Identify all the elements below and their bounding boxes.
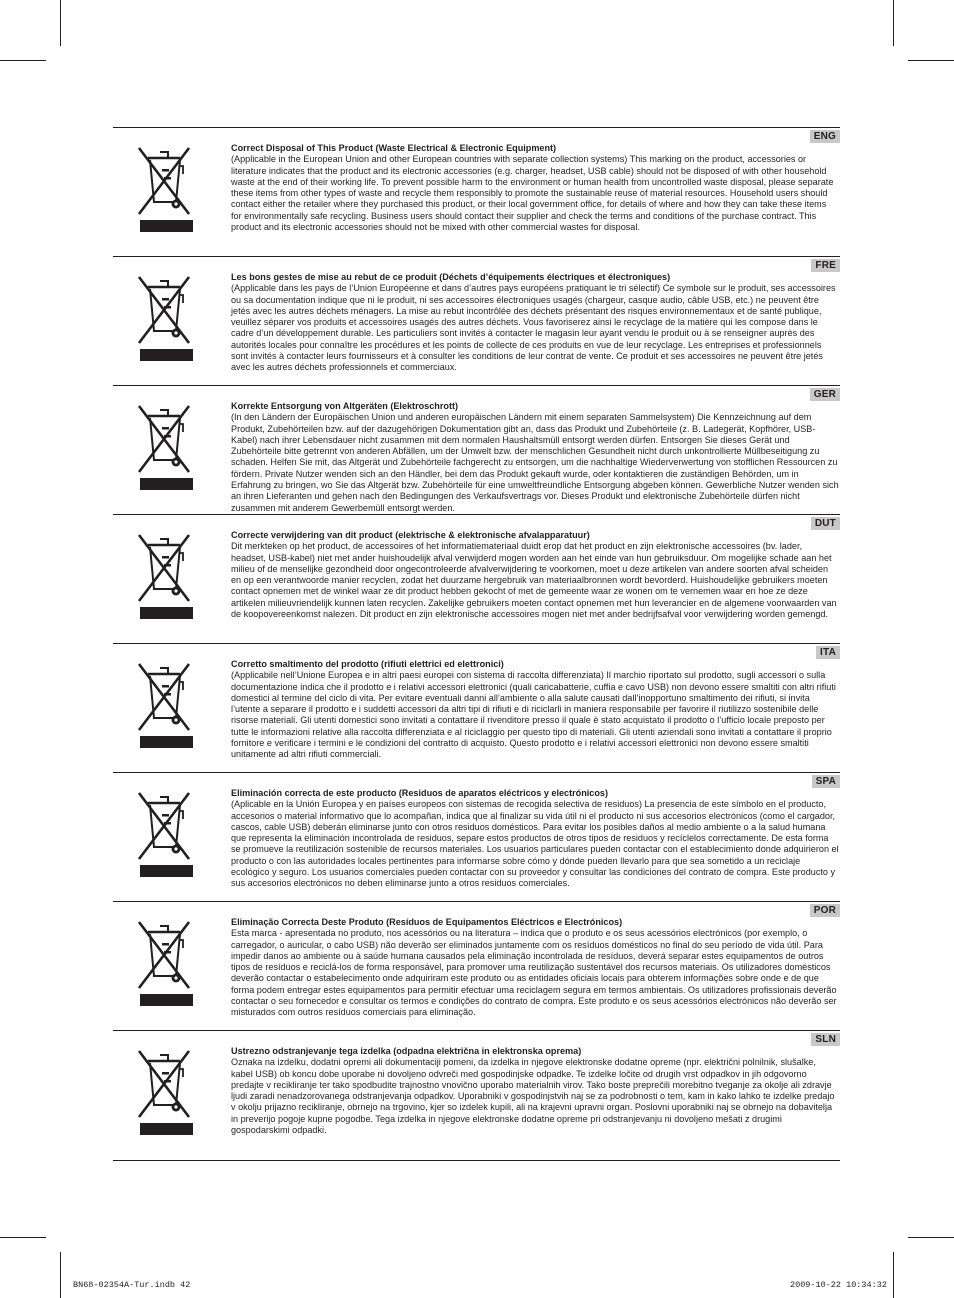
- disposal-section-sln: [113, 1030, 840, 1161]
- crossed-out-wheelie-bin-icon: [135, 269, 193, 359]
- section-title: Korrekte Entsorgung von Altgeräten (Elektroschrott): [231, 401, 459, 411]
- language-tag: GER: [810, 388, 840, 401]
- crossed-out-wheelie-bin-icon: [135, 785, 193, 875]
- crossed-out-wheelie-bin-icon: [135, 140, 193, 230]
- disposal-section-ita: [113, 643, 840, 772]
- section-body: Esta marca - apresentada no produto, nos acessórios ou na literatura – indica que o produto e os seus acessórios electrónicos (por exemplo, o carregador, o auricular, o cabo USB) não deverão ser eliminados juntamente com os resíduos domésticos no final do seu período de vida útil. Para impedir danos ao ambiente ou à saúde humana causados pela eliminação incontrolada de resíduos, deverá separar estes equipamentos de outros tipos de resíduos e reciclá-los de forma responsável, para promover uma reutilização sustentável dos recursos materiais. Os utilizadores domésticos deverão contactar o estabelecimento onde adquiriram este produto ou as entidades oficiais locais para obterem informações sobre onde e de que forma podem entregar estes equipamentos para permitir efectuar uma reciclagem segura em termos ambientais. Os utilizadores profissionais deverão contactar o seu fornecedor e consultar os termos e condições do contrato de compra. Este produto e os seus acessórios electrónicos não deverão ser misturados com outros resíduos comerciais para eliminação.: [231, 928, 837, 1018]
- language-tag: FRE: [811, 259, 840, 272]
- language-tag: SLN: [811, 1033, 840, 1046]
- section-body: (In den Ländern der Europäischen Union und anderen europäischen Ländern mit einem separaten Sammelsystem) Die Kennzeichnung auf dem Produkt, Zubehörteilen bzw. auf der dazugehörigen Dokumentation gibt an, dass das Produkt und Zubehörteile (z. B. Ladegerät, Kopfhörer, USB-Kabel) nach ihrer Lebensdauer nicht zusammen mit dem normalen Haushaltsmüll entsorgt werden dürfen. Entsorgen Sie dieses Gerät und Zubehörteile bitte getrennt von anderen Abfällen, um der Umwelt bzw. der menschlichen Gesundheit nicht durch unkontrollierte Müllbeseitigung zu schaden. Helfen Sie mit, das Altgerät und Zubehörteile fachgerecht zu entsorgen, um die nachhaltige Wiederverwertung von stofflichen Ressourcen zu fördern. Private Nutzer wenden sich an den Händler, bei dem das Produkt gekauft wurde, oder kontaktieren die zuständigen Behörden, um in Erfahrung zu bringen, wo Sie das Altgerät bzw. Zubehörteile für eine umweltfreundliche Entsorgung abgeben können. Gewerbliche Nutzer wenden sich an ihren Lieferanten und gehen nach den Bedingungen des Verkaufsvertrags vor. Dieses Produkt und elektronische Zubehörteile dürfen nicht zusammen mit anderem Gewerbemüll entsorgt werden.: [231, 412, 839, 513]
- crop-mark: [0, 60, 46, 61]
- crop-mark: [60, 0, 61, 46]
- language-tag: POR: [810, 904, 840, 917]
- weee-disposal-list: [113, 127, 840, 1161]
- section-body: (Applicable dans les pays de l’Union Européenne et dans d’autres pays européens pratiquant le tri sélectif) Ce symbole sur le produit, ses accessoires ou sa documentation indique que ni le produit, ni ses accessoires électroniques usagés (chargeur, casque audio, câble USB, etc.) ne peuvent être jetés avec les autres déchets ménagers. La mise au rebut incontrôlée des déchets présentant des risques environnementaux et de santé publique, veuillez séparer vos produits et accessoires usagés des autres déchets. Vous favoriserez ainsi le recyclage de la matière qui les compose dans le cadre d’un développement durable. Les particuliers sont invités à contacter le magasin leur ayant vendu le produit ou à se renseigner auprès des autorités locales pour connaître les procédures et les points de collecte de ces produits en vue de leur recyclage. Les entreprises et professionnels sont invités à contacter leurs fournisseurs et à consulter les conditions de leur contrat de vente. Ce produit et ses accessoires ne peuvent être jetés avec les autres déchets professionnels et commerciaux.: [231, 283, 836, 373]
- disposal-section-ger: [113, 385, 840, 514]
- footer-file-info: BN68-02354A-Tur.indb 42: [73, 1280, 191, 1290]
- section-text: [231, 659, 839, 761]
- crop-mark: [893, 0, 894, 46]
- section-text: [231, 917, 839, 1019]
- crossed-out-wheelie-bin-icon: [135, 914, 193, 1004]
- section-title: Correct Disposal of This Product (Waste Electrical & Electronic Equipment): [231, 143, 557, 153]
- language-tag: ITA: [816, 646, 840, 659]
- section-text: [231, 788, 839, 890]
- section-body: Oznaka na izdelku, dodatni opremi ali dokumentaciji pomeni, da izdelka in njegove elektronske dodatne opreme (npr. električni polnilnik, slušalke, kabel USB) ob koncu dobe uporabe ni dovoljeno odvreči med gospodinjske odpadke. Te izdelke ločite od drugih vrst odpadkov in jih odgovorno predajte v recikliranje ter tako spodbudite trajnostno vnovično uporabo materialnih virov. Tako boste preprečili morebitno tveganje za okolje ali zdravje ljudi zaradi nenadzorovanega odstranjevanja odpadkov. Uporabniki v gospodinjstvih naj se za podrobnosti o tem, kam in kako lahko te izdelke predajo v okolju prijazno recikliranje, obrnejo na trgovino, kjer so izdelek kupili, ali na krajevni upravni organ. Poslovni uporabniki naj se obrnejo na dobavitelja in preverijo pogoje kupne pogodbe. Tega izdelka in njegove elektronske dodatne opreme pri odstranjevanju ni dovoljeno mešati z drugimi gospodarskimi odpadki.: [231, 1057, 835, 1136]
- disposal-section-dut: [113, 514, 840, 643]
- section-body: (Applicable in the European Union and other European countries with separate collection systems) This marking on the product, accessories or literature indicates that the product and its electronic accessories (e.g. charger, headset, USB cable) should not be disposed of with other household waste at the end of their working life. To prevent possible harm to the environment or human health from uncontrolled waste disposal, please separate these items from other types of waste and recycle them responsibly to promote the sustainable reuse of material resources. Household users should contact either the retailer where they purchased this product, or their local government office, for details of where and how they can take these items for environmentally safe recycling. Business users should contact their supplier and check the terms and conditions of the purchase contract. This product and its electronic accessories should not be mixed with other commercial wastes for disposal.: [231, 154, 834, 233]
- section-text: [231, 143, 839, 233]
- crop-mark: [60, 1252, 61, 1298]
- disposal-section-por: [113, 901, 840, 1030]
- section-body: Dit merkteken op het product, de accessoires of het informatiemateriaal duidt erop dat het product en zijn elektronische accessoires (bv. lader, headset, USB-kabel) niet met ander huishoudelijk afval verwijderd mogen worden aan het einde van hun gebruiksduur. Om mogelijke schade aan het milieu of de menselijke gezondheid door ongecontroleerde afvalverwijdering te voorkomen, moet u deze artikelen van andere soorten afval scheiden en op een verantwoorde manier recyclen, zodat het duurzame hergebruik van materiaalbronnen wordt bevorderd. Huishoudelijke gebruikers moeten contact opnemen met de winkel waar ze dit product hebben gekocht of met de gemeente waar ze wonen om te vernemen waar en hoe ze deze artikelen milieuvriendelijk kunnen laten recyclen. Zakelijke gebruikers moeten contact opnemen met hun leverancier en de algemene voorwaarden van de koopovereenkomst nalezen. Dit product en zijn elektronische accessoires mogen niet met ander bedrijfsafval voor verwijdering worden gemengd.: [231, 541, 837, 620]
- section-text: [231, 401, 839, 514]
- language-tag: ENG: [810, 130, 840, 143]
- section-body: (Aplicable en la Unión Europea y en países europeos con sistemas de recogida selectiva de residuos) La presencia de este símbolo en el producto, accesorios o material informativo que lo acompañan, indica que al finalizar su vida útil ni el producto ni sus accesorios electrónicos (como el cargador, cascos, cable USB) deberán eliminarse junto con otros residuos domésticos. Para evitar los posibles daños al medio ambiente o a la salud humana que representa la eliminación incontrolada de residuos, separe estos productos de otros tipos de residuos y recíclelos correctamente. De esta forma se promueve la reutilización sostenible de recursos materiales. Los usuarios particulares pueden contactar con el establecimiento donde adquirieron el producto o con las autoridades locales pertinentes para informarse sobre cómo y dónde pueden llevarlo para que sea sometido a un reciclaje ecológico y seguro. Los usuarios comerciales pueden contactar con su proveedor y consultar las condiciones del contrato de compra. Este producto y sus accesorios electrónicos no deben eliminarse junto a otros residuos comerciales.: [231, 799, 839, 889]
- section-title: Eliminação Correcta Deste Produto (Resíduos de Equipamentos Eléctricos e Electrónicos): [231, 917, 623, 927]
- disposal-section-eng: [113, 127, 840, 256]
- disposal-section-spa: [113, 772, 840, 901]
- section-text: [231, 1046, 839, 1136]
- language-tag: SPA: [812, 775, 840, 788]
- crossed-out-wheelie-bin-icon: [135, 398, 193, 488]
- section-title: Eliminación correcta de este producto (Residuos de aparatos eléctricos y electrónicos): [231, 788, 609, 798]
- section-title: Correcte verwijdering van dit product (elektrische & elektronische afvalapparatuur): [231, 530, 590, 540]
- footer-timestamp: 2009-10-22 10:34:32: [790, 1280, 887, 1290]
- section-text: [231, 272, 839, 374]
- crop-mark: [908, 1237, 954, 1238]
- section-body: (Applicabile nell’Unione Europea e in altri paesi europei con sistema di raccolta differenziata) Il marchio riportato sul prodotto, sugli accessori o sulla documentazione indica che il prodotto e i relativi accessori elettronici (quali caricabatterie, cuffia e cavo USB) non devono essere smaltiti con altri rifiuti domestici al termine del ciclo di vita. Per evitare eventuali danni all’ambiente o alla salute causati dall’inopportuno smaltimento dei rifiuti, si invita l’utente a separare il prodotto e i suddetti accessori da altri tipi di rifiuti e di riciclarli in maniera responsabile per favorire il riutilizzo sostenibile delle risorse materiali. Gli utenti domestici sono invitati a contattare il rivenditore presso il quale è stato acquistato il prodotto o l’ufficio locale preposto per tutte le informazioni relative alla raccolta differenziata e al riciclaggio per questo tipo di materiali. Gli utenti aziendali sono invitati a contattare il proprio fornitore e verificare i termini e le condizioni del contratto di acquisto. Questo prodotto e i relativi accessori elettronici non devono essere smaltiti unitamente ad altri rifiuti commerciali.: [231, 670, 836, 760]
- crop-mark: [908, 60, 954, 61]
- section-title: Les bons gestes de mise au rebut de ce produit (Déchets d’équipements électriques et électroniques): [231, 272, 671, 282]
- crossed-out-wheelie-bin-icon: [135, 527, 193, 617]
- language-tag: DUT: [811, 517, 840, 530]
- crop-mark: [0, 1237, 46, 1238]
- section-title: Ustrezno odstranjevanje tega izdelka (odpadna električna in elektronska oprema): [231, 1046, 582, 1056]
- crossed-out-wheelie-bin-icon: [135, 1043, 193, 1133]
- crop-mark: [893, 1252, 894, 1298]
- section-title: Corretto smaltimento del prodotto (rifiuti elettrici ed elettronici): [231, 659, 504, 669]
- section-text: [231, 530, 839, 620]
- crossed-out-wheelie-bin-icon: [135, 656, 193, 746]
- disposal-section-fre: [113, 256, 840, 385]
